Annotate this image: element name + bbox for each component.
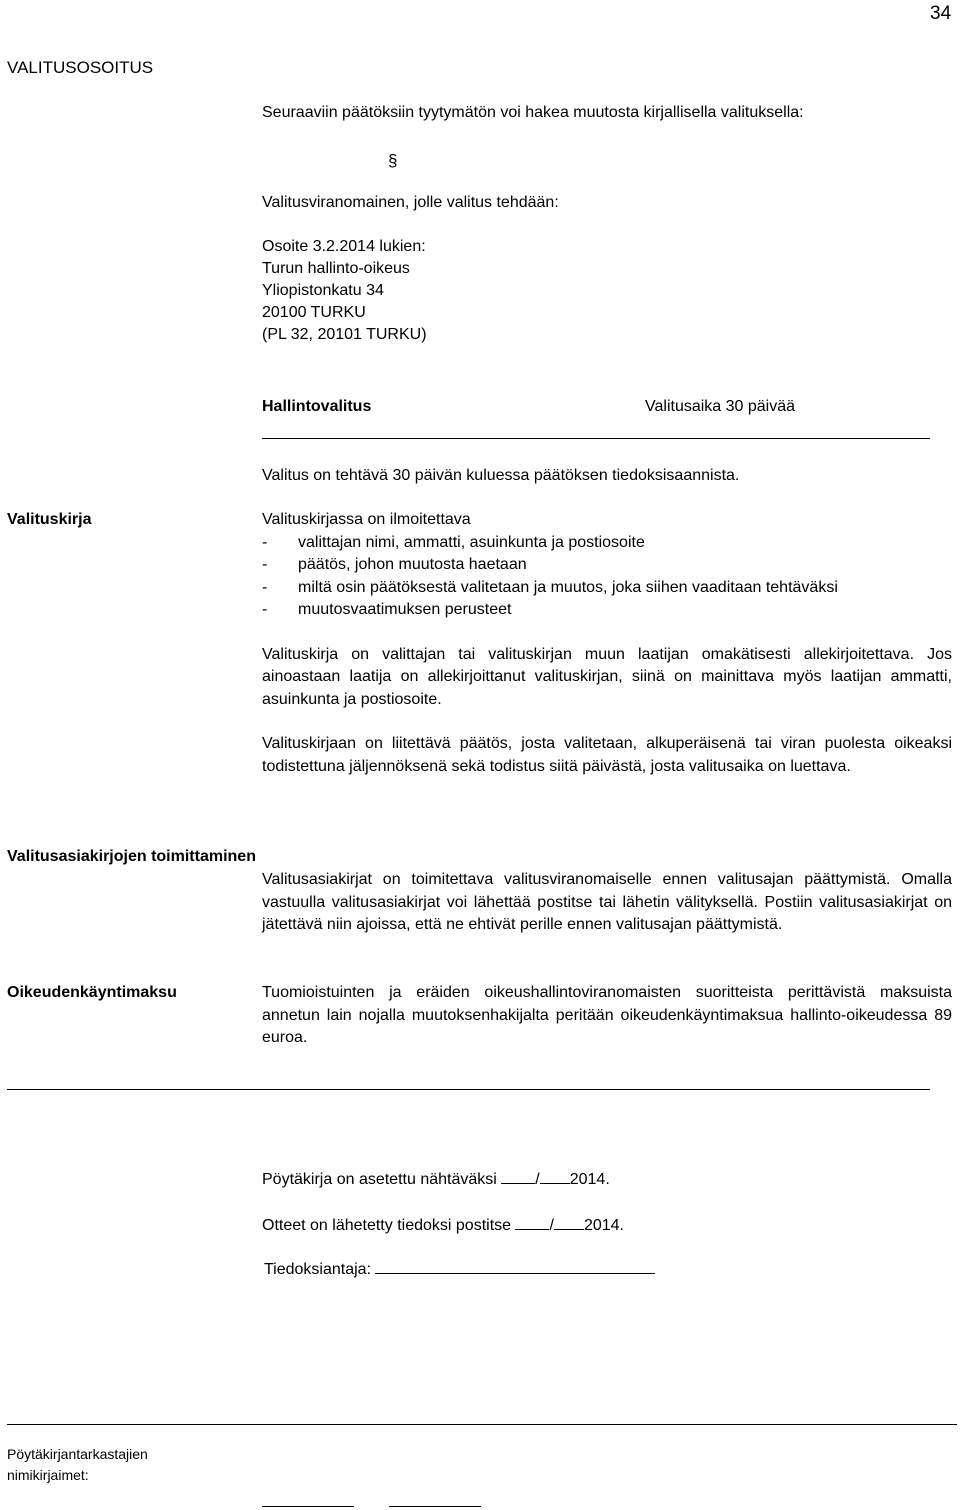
page-number: 34	[930, 3, 952, 24]
signature-line	[389, 1506, 481, 1507]
divider	[7, 1089, 930, 1090]
footer-divider	[7, 1424, 957, 1425]
appeal-type: Hallintovalitus	[262, 398, 372, 415]
address-line: Osoite 3.2.2014 lukien:	[262, 238, 426, 255]
list-item: - miltä osin päätöksestä valitetaan ja muutos, joka siihen vaaditaan tehtäväksi	[262, 578, 838, 596]
delivery-text: Valitusasiakirjat on toimitettava valitusviranomaiselle ennen valitusajan päättymistä. Omalla vastuulla valitusasiakirjat voi lähettää postitse tai lähetin välityksellä. Postiin valitusasiakirjat on jätettävä niin ajoissa, että ne ehtivät perille ennen valitusajan päättymistä.	[262, 871, 952, 933]
sent-line	[262, 1212, 624, 1237]
list-item: - valittajan nimi, ammatti, asuinkunta ja postiosoite	[262, 533, 645, 551]
year-text: 2014.	[583, 1217, 624, 1234]
address-line: Turun hallinto-oikeus	[262, 260, 410, 277]
address-line: Yliopistonkatu 34	[262, 282, 384, 299]
page-title: VALITUSOSOITUS	[7, 58, 154, 77]
appeal-period: Valitusaika 30 päivää	[645, 398, 796, 415]
posted-line	[262, 1166, 610, 1191]
appeal-deadline: Valitus on tehtävä 30 päivän kuluessa päätöksen tiedoksisaannista.	[262, 467, 740, 484]
address-line: 20100 TURKU	[262, 304, 366, 321]
blank-month	[554, 1212, 584, 1230]
divider	[262, 438, 930, 439]
date-slash: /	[535, 1171, 540, 1188]
inspectors-label: Pöytäkirjantarkastajien nimikirjaimet:	[7, 1446, 148, 1483]
fee-text: Tuomioistuinten ja eräiden oikeushallintoviranomaisten suoritteista perittävistä maksuista annetun lain nojalla muutoksenhakijalta peritään oikeudenkäyntimaksua hallinto-oikeudessa 89 euroa.	[262, 984, 952, 1046]
signature-line	[262, 1506, 354, 1507]
authority-label: Valitusviranomainen, jolle valitus tehdään:	[262, 194, 559, 211]
valituskirja-content	[262, 509, 952, 778]
blank-informant	[375, 1256, 655, 1274]
year-text: 2014.	[569, 1171, 610, 1188]
posted-label: Pöytäkirja on asetettu nähtäväksi	[262, 1171, 497, 1188]
fee-label: Oikeudenkäyntimaksu	[7, 984, 177, 1001]
list-item: - muutosvaatimuksen perusteet	[262, 601, 512, 618]
blank-day	[515, 1212, 549, 1230]
address-line: (PL 32, 20101 TURKU)	[262, 326, 427, 343]
informant-line	[264, 1256, 655, 1281]
informant-label: Tiedoksiantaja:	[264, 1261, 372, 1278]
list-item: - päätös, johon muutosta haetaan	[262, 556, 527, 573]
delivery-label: Valitusasiakirjojen toimittaminen	[7, 848, 256, 865]
blank-day	[501, 1166, 535, 1184]
blank-month	[540, 1166, 570, 1184]
sent-label: Otteet on lähetetty tiedoksi postitse	[262, 1217, 512, 1234]
section-symbol: §	[388, 151, 398, 170]
valituskirja-paragraph: Valituskirja on valittajan tai valituskirjan muun laatijan omakätisesti allekirjoitettava. Jos ainoastaan laatija on allekirjoittanut valituskirjan, siinä on mainittava myös laatijan ammatti, asuinkunta ja postiosoite.	[262, 645, 952, 708]
date-slash: /	[549, 1217, 554, 1234]
valituskirja-lead: Valituskirjassa on ilmoitettava	[262, 511, 471, 528]
authority-address	[262, 236, 952, 346]
intro-text: Seuraaviin päätöksiin tyytymätön voi hakea muutosta kirjallisella valituksella:	[262, 104, 804, 121]
valituskirja-paragraph: Valituskirjaan on liitettävä päätös, josta valitetaan, alkuperäisenä tai viran puolesta oikeaksi todistettuna jäljennöksenä sekä todistus siitä päivästä, josta valitusaika on luettava.	[262, 735, 952, 775]
valituskirja-label: Valituskirja	[7, 511, 92, 528]
